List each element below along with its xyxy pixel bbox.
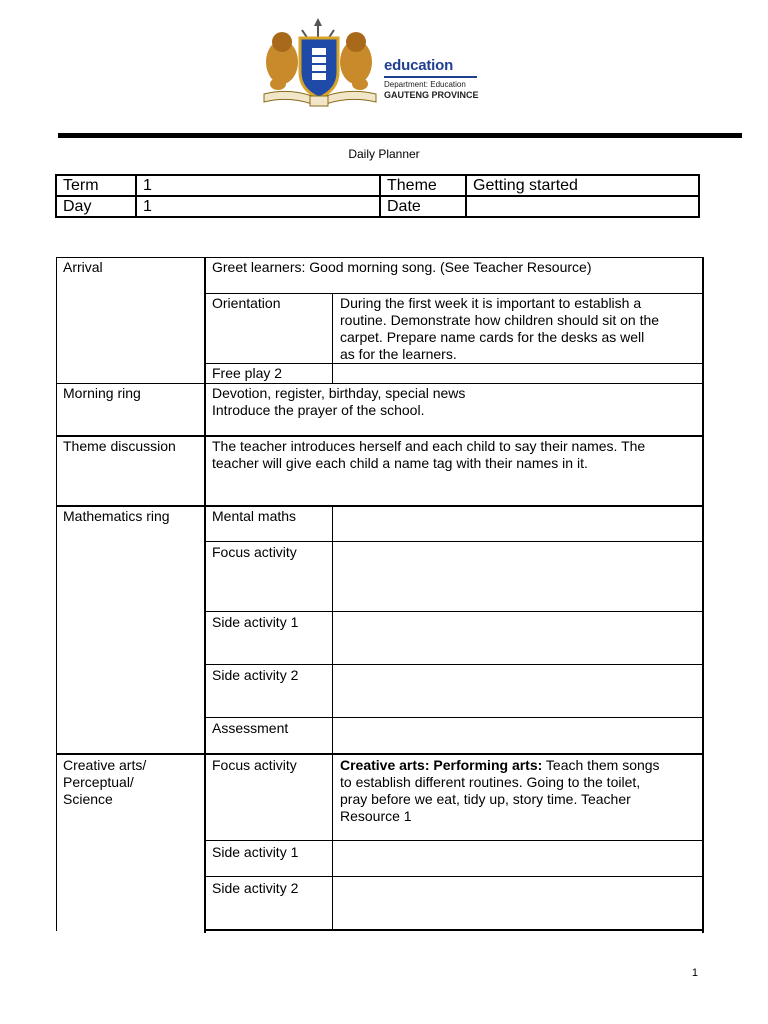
logo-province: GAUTENG PROVINCE xyxy=(384,90,479,100)
creative-focus-activity-label: Focus activity xyxy=(212,757,297,773)
arrival-label: Arrival xyxy=(63,259,103,275)
daily-planner-table xyxy=(56,257,704,931)
creative-focus-line-2: to establish different routines. Going to the toilet, xyxy=(340,774,641,790)
logo-rule xyxy=(384,76,477,78)
header-table xyxy=(55,174,700,218)
mental-maths-label: Mental maths xyxy=(212,508,297,524)
logo-title: education xyxy=(384,57,454,74)
morning-ring-line-1: Devotion, register, birthday, special news xyxy=(212,385,466,401)
term-value: 1 xyxy=(136,175,380,196)
document-title: Daily Planner xyxy=(348,147,420,161)
header-rule xyxy=(58,133,742,138)
creative-focus-line-1 xyxy=(340,757,660,774)
creative-label-line-2: Perceptual/ xyxy=(63,774,134,790)
math-focus-activity-label: Focus activity xyxy=(212,544,297,560)
orientation-line-4: as for the learners. xyxy=(340,346,457,362)
theme-discussion-line-2: teacher will give each child a name tag with their names in it. xyxy=(212,455,588,471)
creative-label-line-3: Science xyxy=(63,791,113,807)
day-label: Day xyxy=(56,196,136,217)
day-value: 1 xyxy=(136,196,380,217)
orientation-line-2: routine. Demonstrate how children should sit on the xyxy=(340,312,660,328)
orientation-line-1: During the first week it is important to establish a xyxy=(340,295,642,311)
orientation-line-3: carpet. Prepare name cards for the desks as well xyxy=(340,329,645,345)
orientation-label: Orientation xyxy=(212,295,281,311)
morning-ring-label: Morning ring xyxy=(63,385,141,401)
mathematics-ring-label: Mathematics ring xyxy=(63,508,170,524)
creative-side-activity-2-label: Side activity 2 xyxy=(212,880,299,896)
date-value xyxy=(466,196,699,217)
logo-department: Department: Education xyxy=(384,80,466,89)
arrival-text: Greet learners: Good morning song. (See Teacher Resource) xyxy=(212,259,592,275)
creative-label-line-1: Creative arts/ xyxy=(63,757,147,773)
gauteng-education-logo xyxy=(258,18,488,108)
creative-focus-line-3: pray before we eat, tidy up, story time. Teacher xyxy=(340,791,631,807)
creative-focus-first-rest: Teach them songs xyxy=(542,757,660,773)
morning-ring-line-2: Introduce the prayer of the school. xyxy=(212,402,425,418)
creative-focus-line-4: Resource 1 xyxy=(340,808,412,824)
coat-of-arms-icon xyxy=(258,18,384,108)
term-label: Term xyxy=(56,175,136,196)
date-label: Date xyxy=(380,196,466,217)
theme-value: Getting started xyxy=(466,175,699,196)
header-row-term xyxy=(56,175,699,196)
creative-side-activity-1-label: Side activity 1 xyxy=(212,844,299,860)
header-row-day xyxy=(56,196,699,217)
math-side-activity-1-label: Side activity 1 xyxy=(212,614,299,630)
page-number: 1 xyxy=(691,967,698,979)
creative-focus-bold: Creative arts: Performing arts: xyxy=(340,757,543,773)
assessment-label: Assessment xyxy=(212,720,289,736)
theme-discussion-line-1: The teacher introduces herself and each child to say their names. The xyxy=(212,438,646,454)
free-play-label: Free play 2 xyxy=(212,365,283,381)
theme-label: Theme xyxy=(380,175,466,196)
math-side-activity-2-label: Side activity 2 xyxy=(212,667,299,683)
theme-discussion-label: Theme discussion xyxy=(63,438,176,454)
